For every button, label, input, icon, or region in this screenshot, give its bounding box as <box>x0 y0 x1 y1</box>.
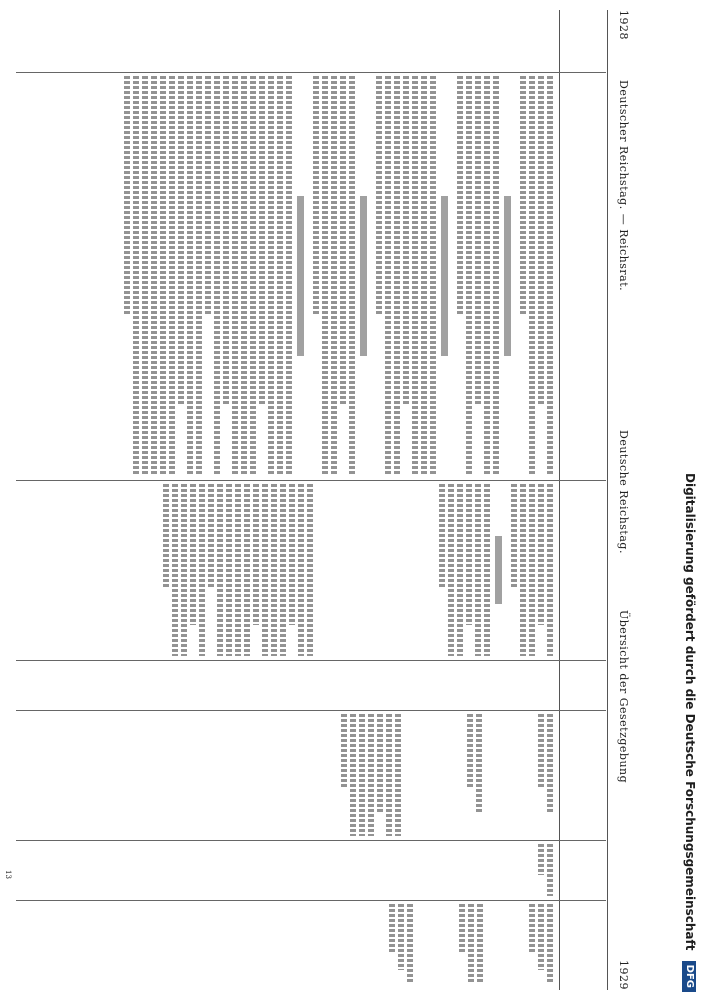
column-main-text <box>20 76 556 476</box>
column-remarks <box>20 844 556 896</box>
column-divider <box>16 840 606 841</box>
dfg-sidebar <box>677 0 703 1000</box>
header-title-mid: Deutsche Reichstag. <box>617 430 630 554</box>
column-divider <box>16 72 606 73</box>
header-title-left: Deutscher Reichstag. — Reichsrat. <box>617 80 630 292</box>
column-references <box>20 714 556 836</box>
dfg-logo: DFG <box>683 961 697 992</box>
page-header <box>607 10 634 990</box>
column-divider <box>16 660 606 661</box>
column-divider <box>16 900 606 901</box>
page-footer-number: 13 <box>4 870 12 879</box>
column-divider <box>16 480 606 481</box>
dfg-credit: Digitalisierung gefördert durch die Deutsche Forschungsgemeinschaft <box>683 473 697 951</box>
column-divider <box>16 710 606 711</box>
page-number-right: 1929 <box>617 960 630 990</box>
column-headers <box>559 10 606 990</box>
column-last <box>20 904 556 984</box>
page-number-left: 1928 <box>617 10 630 40</box>
column-notes <box>20 484 556 656</box>
header-title-midr: Übersicht der Gesetzgebung <box>617 610 630 784</box>
